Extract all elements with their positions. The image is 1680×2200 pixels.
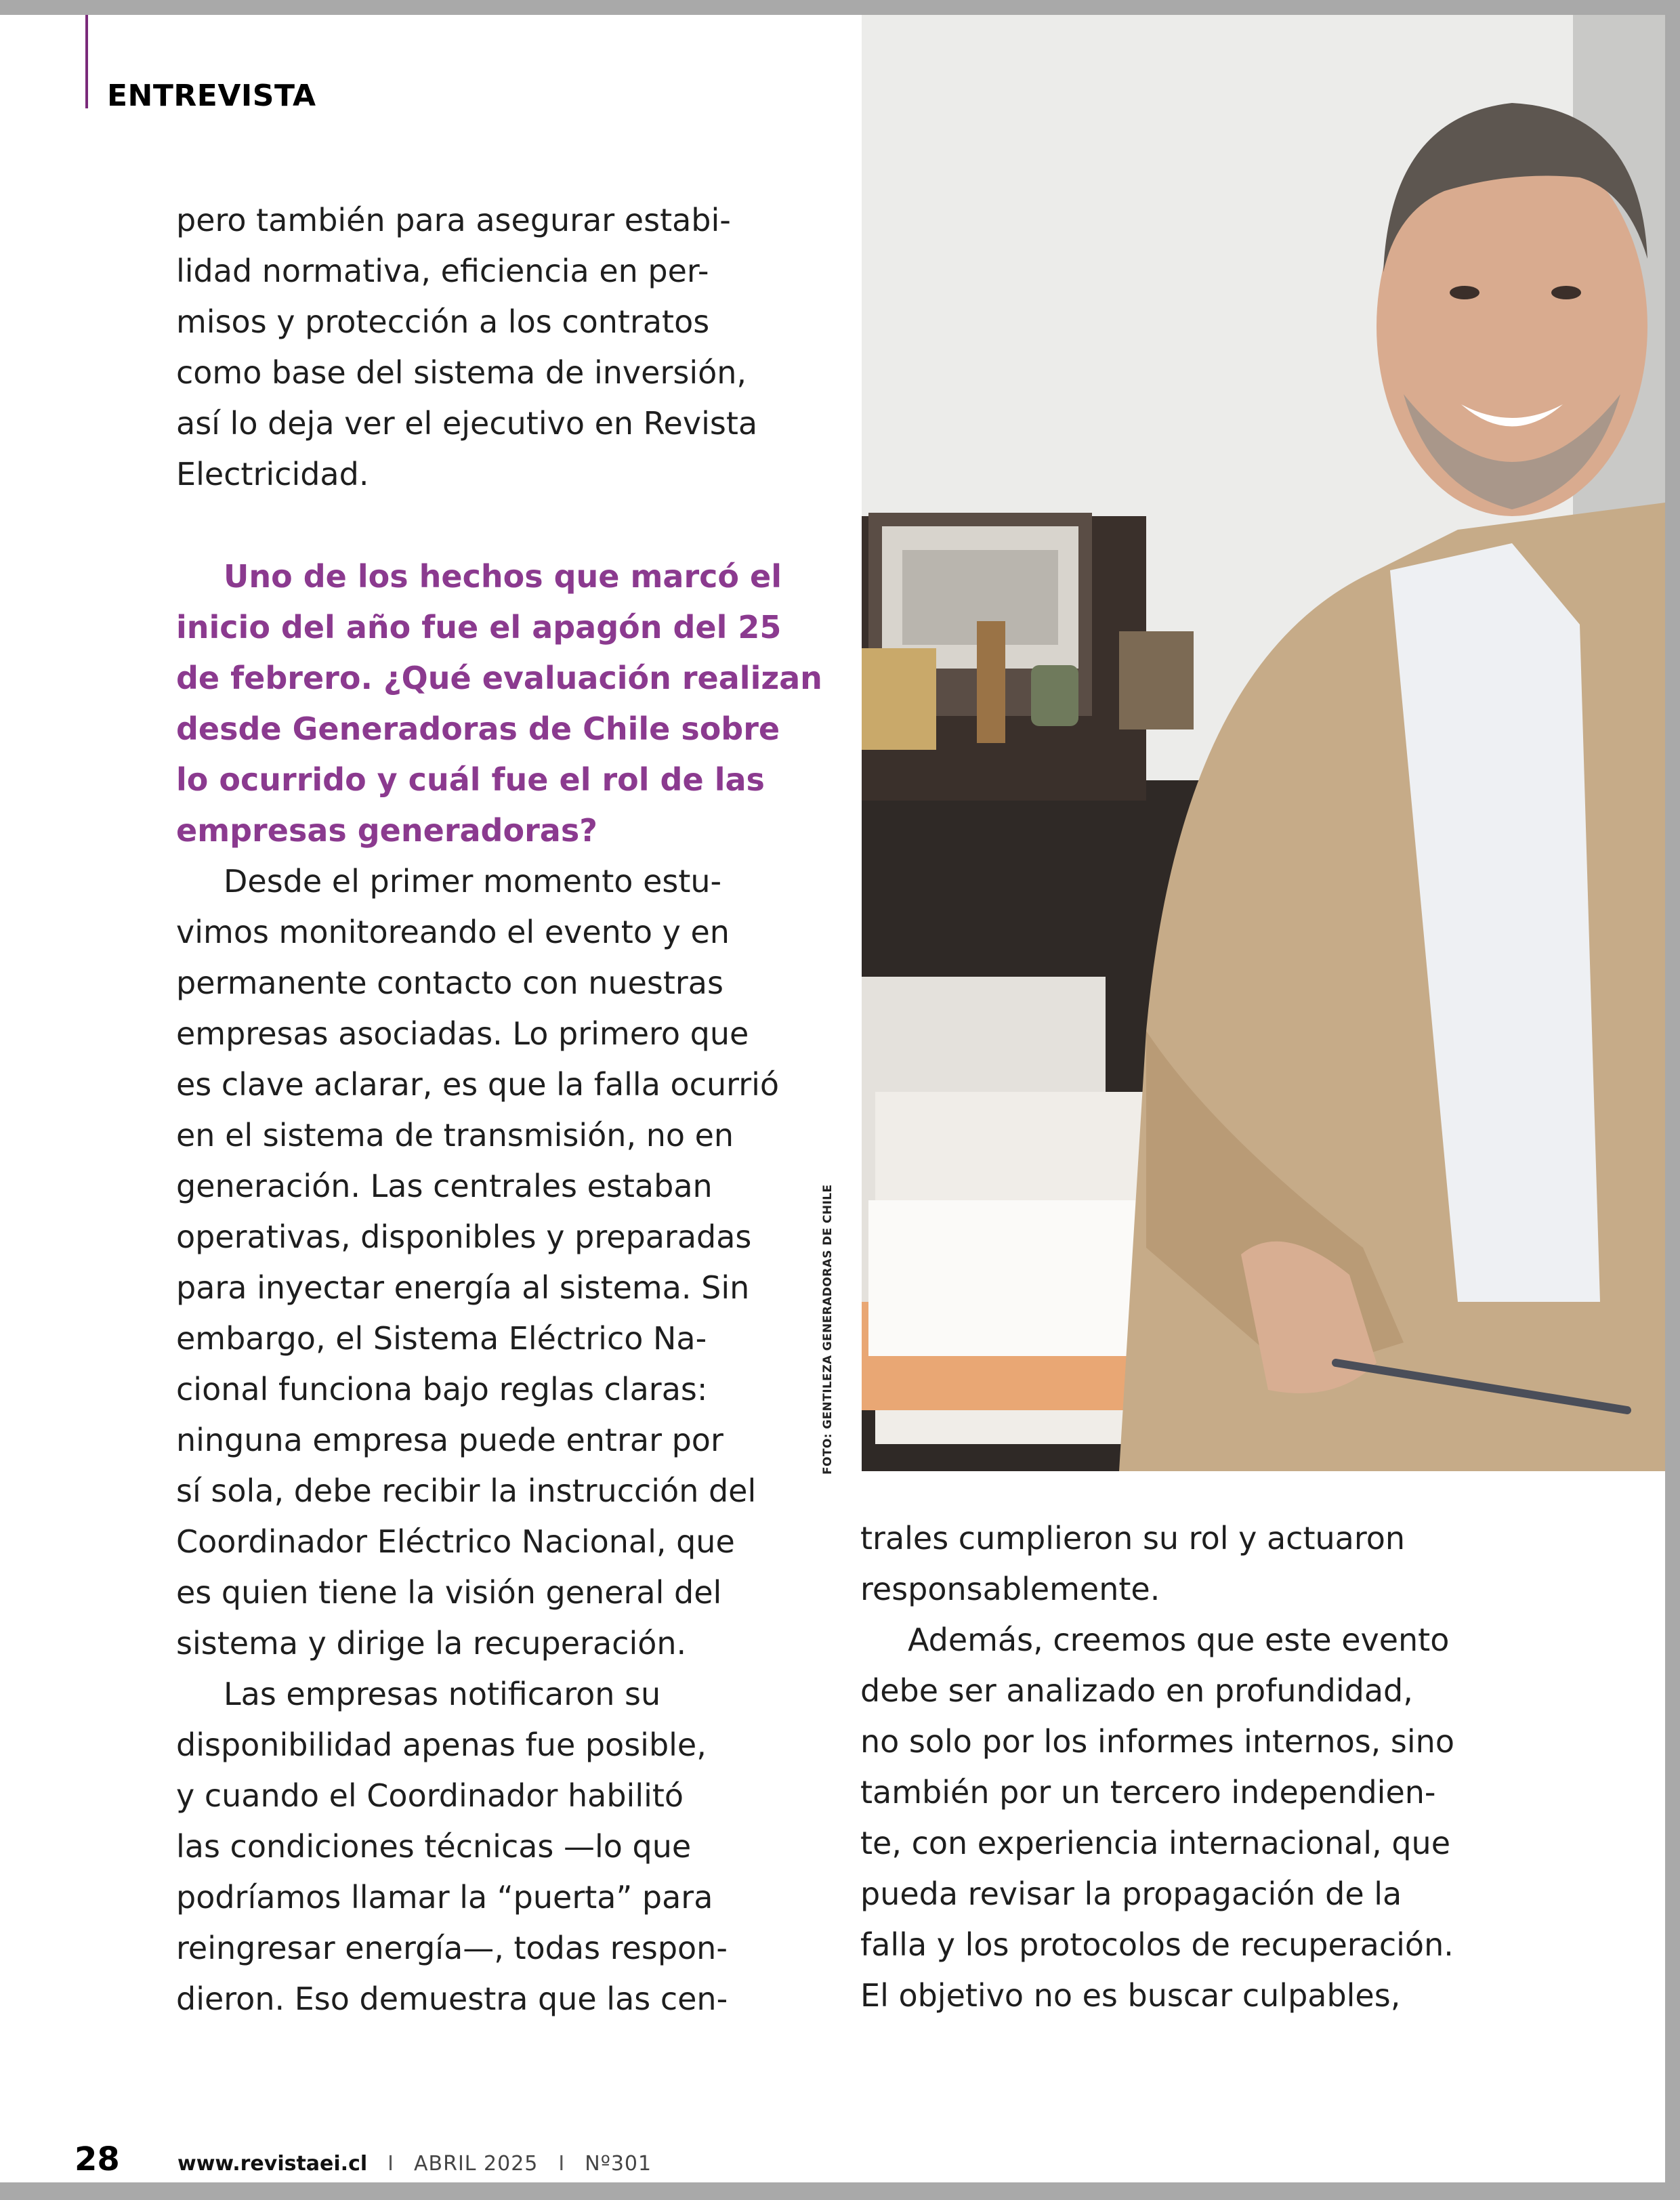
text-line: para inyectar energía al sistema. Sin xyxy=(176,1269,750,1306)
text-line: te, con experiencia internacional, que xyxy=(860,1825,1450,1861)
question-line: Uno de los hechos que marcó el xyxy=(224,558,782,595)
issue-date: ABRIL 2025 xyxy=(414,2152,539,2176)
page-footer xyxy=(75,2140,652,2181)
text-line: es clave aclarar, es que la falla ocurrió xyxy=(176,1066,780,1103)
continuation-paragraph xyxy=(860,1513,1497,1615)
text-line: trales cumplieron su rol y actuaron xyxy=(860,1520,1406,1557)
intro-paragraph xyxy=(176,195,806,500)
question-line: desde Generadoras de Chile sobre xyxy=(176,711,780,747)
text-line: responsablemente. xyxy=(860,1571,1160,1607)
question-line: de febrero. ¿Qué evaluación realizan xyxy=(176,660,822,696)
office-portrait-illustration xyxy=(862,15,1665,1471)
answer-paragraph-2 xyxy=(176,1669,806,2025)
text-line: sistema y dirige la recuperación. xyxy=(176,1625,687,1662)
text-line: y cuando el Coordinador habilitó xyxy=(176,1777,684,1814)
text-line: Además, creemos que este evento xyxy=(908,1622,1450,1658)
text-line: no solo por los informes internos, sino xyxy=(860,1723,1454,1760)
text-line: pueda revisar la propagación de la xyxy=(860,1876,1402,1912)
text-line: reingresar energía—, todas respon- xyxy=(176,1930,728,1966)
right-text-column xyxy=(860,1513,1497,2021)
text-line: falla y los protocolos de recuperación. xyxy=(860,1926,1454,1963)
section-label: ENTREVISTA xyxy=(107,79,316,113)
interviewee-photo xyxy=(862,15,1665,1471)
text-line: pero también para asegurar estabi- xyxy=(176,202,731,238)
text-line: embargo, el Sistema Eléctrico Na- xyxy=(176,1320,707,1357)
website-link[interactable]: www.revistaei.cl xyxy=(177,2152,368,2176)
left-text-column xyxy=(176,195,822,2025)
footer-separator: I xyxy=(558,2152,565,2176)
magazine-page xyxy=(0,15,1665,2182)
text-line: operativas, disponibles y preparadas xyxy=(176,1219,752,1255)
text-line: misos y protección a los contratos xyxy=(176,303,710,340)
text-line: lidad normativa, eficiencia en per- xyxy=(176,253,709,289)
text-line: las condiciones técnicas —lo que xyxy=(176,1828,692,1865)
text-line: también por un tercero independien- xyxy=(860,1774,1436,1811)
paragraph-gap xyxy=(176,500,806,551)
text-line: empresas asociadas. Lo primero que xyxy=(176,1015,749,1052)
question-line: lo ocurrido y cuál fue el rol de las xyxy=(176,761,765,798)
answer-paragraph-1 xyxy=(176,856,806,1669)
text-line: disponibilidad apenas fue posible, xyxy=(176,1727,707,1763)
text-line: dieron. Eso demuestra que las cen- xyxy=(176,1981,728,2017)
section-accent-line xyxy=(85,15,88,108)
text-line: Desde el primer momento estu- xyxy=(224,863,722,900)
text-line: generación. Las centrales estaban xyxy=(176,1168,713,1204)
text-line: permanente contacto con nuestras xyxy=(176,965,723,1001)
text-line: ninguna empresa puede entrar por xyxy=(176,1422,723,1458)
question-line: empresas generadoras? xyxy=(176,812,597,849)
issue-number: Nº301 xyxy=(585,2152,652,2176)
answer-paragraph-3 xyxy=(860,1615,1497,2021)
text-line: como base del sistema de inversión, xyxy=(176,354,747,391)
text-line: podríamos llamar la “puerta” para xyxy=(176,1879,713,1916)
text-line: debe ser analizado en profundidad, xyxy=(860,1672,1413,1709)
text-line: Coordinador Eléctrico Nacional, que xyxy=(176,1523,735,1560)
text-line: Las empresas notificaron su xyxy=(224,1676,661,1712)
interview-question xyxy=(176,551,822,856)
text-line: así lo deja ver el ejecutivo en Revista xyxy=(176,405,758,442)
text-line: es quien tiene la visión general del xyxy=(176,1574,722,1611)
text-line: sí sola, debe recibir la instrucción del xyxy=(176,1473,757,1509)
text-line: vimos monitoreando el evento y en xyxy=(176,914,730,950)
text-line: Electricidad. xyxy=(176,456,369,492)
text-line: en el sistema de transmisión, no en xyxy=(176,1117,734,1154)
question-line: inicio del año fue el apagón del 25 xyxy=(176,609,782,646)
page-number: 28 xyxy=(75,2140,120,2178)
text-line: cional funciona bajo reglas claras: xyxy=(176,1371,708,1408)
photo-credit: FOTO: GENTILEZA GENERADORAS DE CHILE xyxy=(821,1184,835,1475)
footer-separator: I xyxy=(387,2152,394,2176)
text-line: El objetivo no es buscar culpables, xyxy=(860,1977,1401,2014)
